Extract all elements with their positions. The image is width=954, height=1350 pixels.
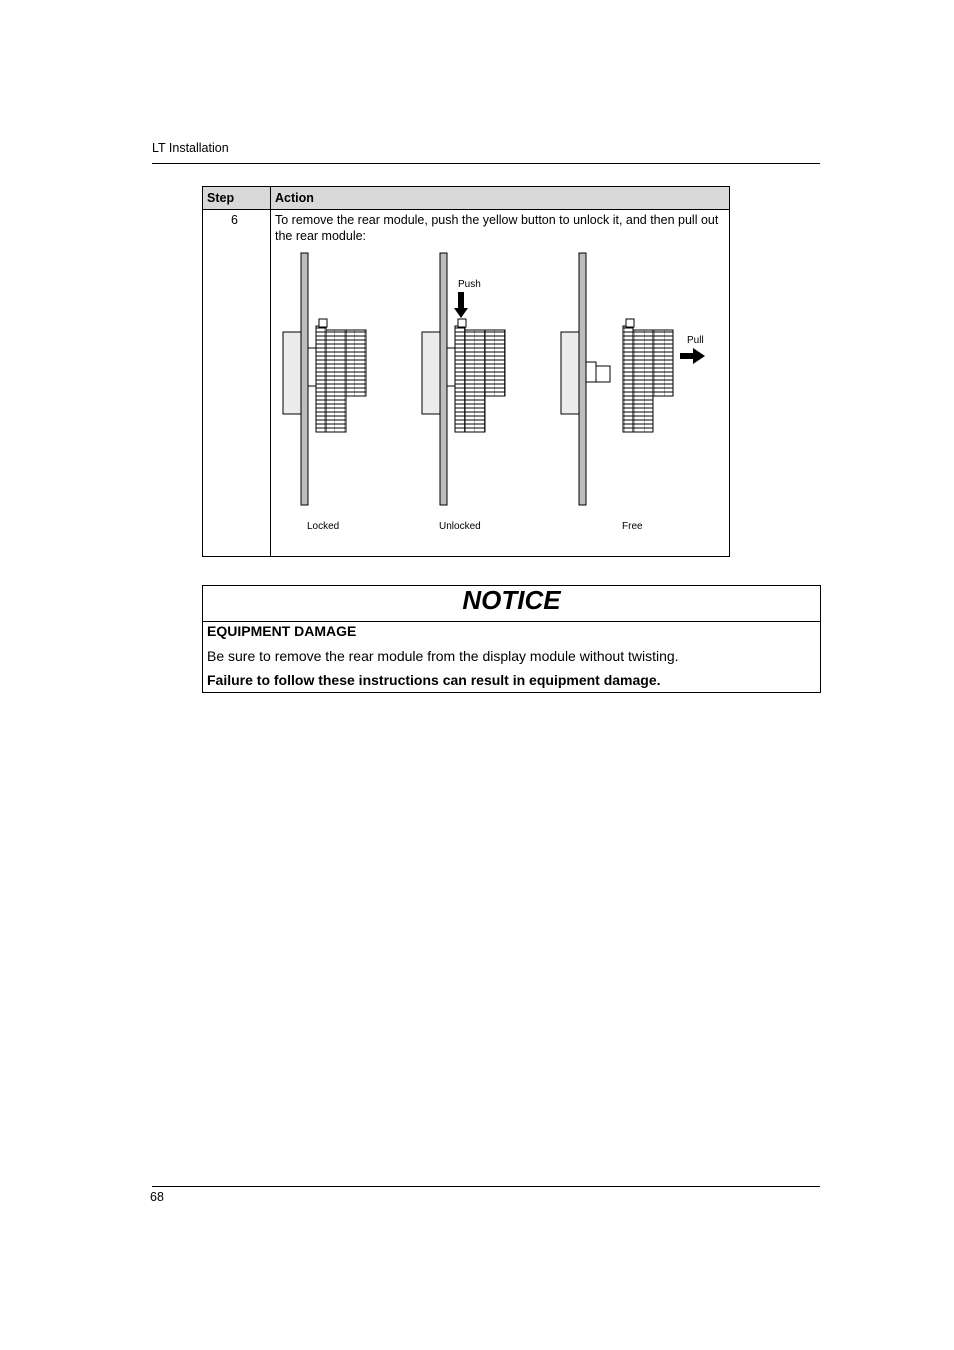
pull-arrow-icon: [680, 348, 705, 364]
step-action-text: To remove the rear module, push the yellow button to unlock it, and then pull out the rear module:: [275, 213, 719, 243]
push-label: Push: [458, 279, 481, 290]
pull-label: Pull: [687, 335, 704, 346]
caption-locked: Locked: [307, 521, 340, 532]
notice-heading: EQUIPMENT DAMAGE: [207, 623, 357, 639]
locked-illustration: [283, 253, 366, 505]
column-header-action: Action: [275, 191, 314, 205]
table-header-row: [203, 187, 729, 210]
procedure-table: [202, 186, 730, 557]
push-arrow-icon: [454, 292, 468, 318]
page-number: 68: [150, 1190, 164, 1204]
footer-rule: [152, 1186, 820, 1187]
column-header-step: Step: [207, 191, 235, 205]
unlocked-illustration: [422, 253, 505, 505]
step-number: 6: [231, 213, 238, 227]
free-illustration: [561, 253, 705, 505]
notice-body: Be sure to remove the rear module from the display module without twisting.: [207, 648, 679, 664]
notice-title: NOTICE: [203, 586, 820, 622]
notice-box: [202, 585, 821, 693]
caption-free: Free: [622, 521, 643, 532]
header-rule: [152, 163, 820, 164]
column-divider: [270, 187, 271, 556]
rear-module-removal-figure: [274, 250, 714, 540]
caption-unlocked: Unlocked: [439, 521, 481, 532]
running-header: LT Installation: [152, 141, 229, 155]
notice-consequence: Failure to follow these instructions can result in equipment damage.: [207, 672, 661, 688]
